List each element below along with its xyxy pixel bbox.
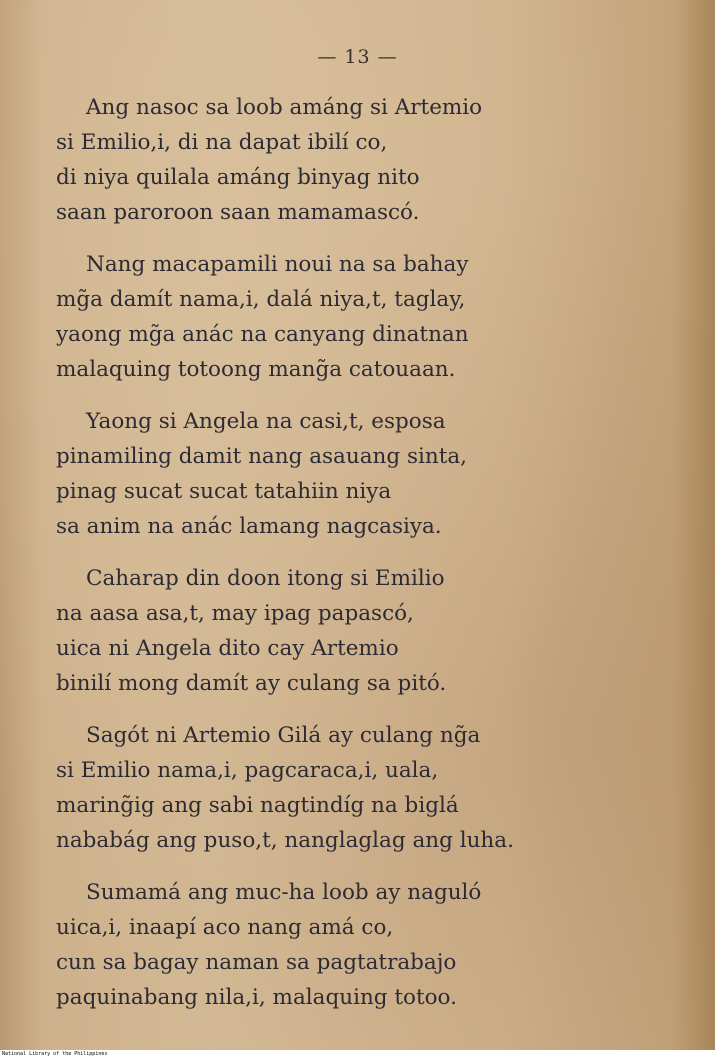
library-credit: National Library of the Philippines xyxy=(0,1050,715,1058)
poem-line: maring̃ig ang sabi nagtindíg na biglá xyxy=(56,793,459,818)
poem-line: pinag sucat sucat tatahiin niya xyxy=(56,479,392,504)
poem-line: di niya quilala amáng binyag nito xyxy=(56,165,420,190)
stanza-4 xyxy=(56,561,676,701)
poem-line: sa anim na anác lamang nagcasiya. xyxy=(56,514,442,539)
stanza-2 xyxy=(56,247,676,387)
poem-line: Caharap din doon itong si Emilio xyxy=(86,566,445,591)
poem-line: Yaong si Angela na casi,t, esposa xyxy=(86,409,446,434)
stanza-6 xyxy=(56,875,676,1015)
page-number: — 13 — xyxy=(317,46,398,68)
poem-line: Sumamá ang muc-ha loob ay naguló xyxy=(86,880,482,905)
poem-line: nababág ang puso,t, nanglaglag ang luha. xyxy=(56,828,514,853)
poem-line: paquinabang nila,i, malaquing totoo. xyxy=(56,985,457,1010)
poem-line: si Emilio,i, di na dapat ibilí co, xyxy=(56,130,388,155)
poem-line: Sagót ni Artemio Gilá ay culang ng̃a xyxy=(86,723,481,748)
poem-line: uica ni Angela dito cay Artemio xyxy=(56,636,399,661)
poem-text xyxy=(56,90,676,1032)
stanza-5 xyxy=(56,718,676,858)
poem-line: mg̃a damít nama,i, dalá niya,t, taglay, xyxy=(56,287,466,312)
poem-line: binilí mong damít ay culang sa pitó. xyxy=(56,671,447,696)
poem-line: Nang macapamili noui na sa bahay xyxy=(86,252,469,277)
poem-line: malaquing totoong mang̃a catouaan. xyxy=(56,357,456,382)
poem-line: cun sa bagay naman sa pagtatrabajo xyxy=(56,950,457,975)
poem-line: saan paroroon saan mamamascó. xyxy=(56,200,420,225)
poem-line: pinamiling damit nang asauang sinta, xyxy=(56,444,468,469)
poem-line: Ang nasoc sa loob amáng si Artemio xyxy=(86,95,483,120)
poem-line: uica,i, inaapí aco nang amá co, xyxy=(56,915,394,940)
poem-line: na aasa asa,t, may ipag papascó, xyxy=(56,601,414,626)
stanza-1 xyxy=(56,90,676,230)
poem-line: yaong mg̃a anác na canyang dinatnan xyxy=(56,322,469,347)
stanza-3 xyxy=(56,404,676,544)
poem-line: si Emilio nama,i, pagcaraca,i, uala, xyxy=(56,758,439,783)
